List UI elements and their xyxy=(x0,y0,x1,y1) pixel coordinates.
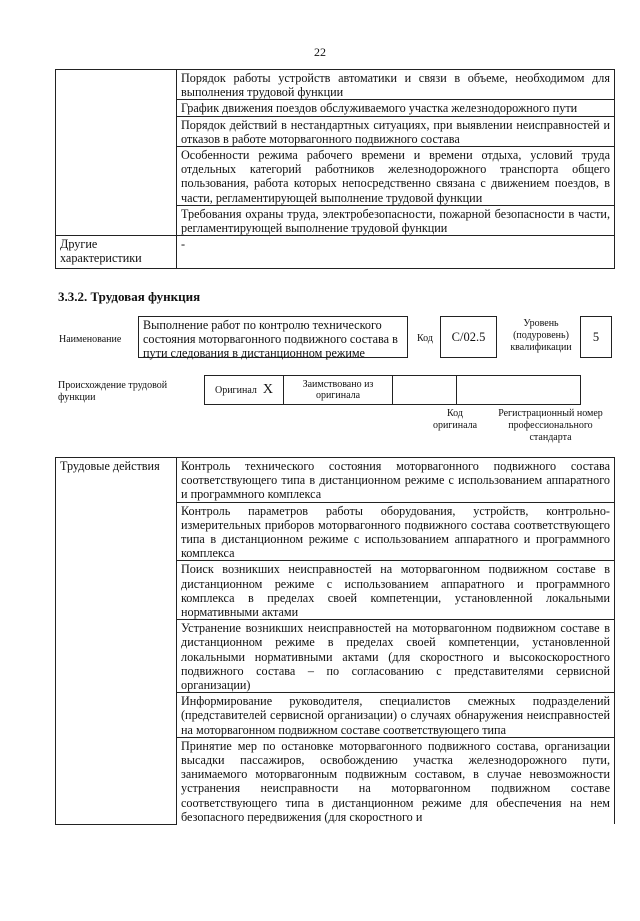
qualification-level-label: Уровень (подуровень) квалификации xyxy=(510,318,572,353)
table-cell: Контроль параметров работы оборудования, устройств, контрольно-измерительных приборов моторвагонного подвижного состава соответствующего типа в дистанционном режиме с использованием аппаратного и программного комплекса xyxy=(177,502,615,561)
qualification-level-value: 5 xyxy=(580,316,612,358)
origin-row xyxy=(205,375,581,405)
original-mark: X xyxy=(262,382,274,397)
table-cell: Порядок работы устройств автоматики и связи в объеме, необходимом для выполнения трудовой функции xyxy=(177,70,615,100)
labor-actions-table xyxy=(55,457,615,825)
section-title: 3.3.2. Трудовая функция xyxy=(58,289,201,304)
function-name-value: Выполнение работ по контролю технического состояния моторвагонного подвижного состава в пути следования в дистанционном режиме xyxy=(138,316,408,358)
other-characteristics-value: - xyxy=(177,236,615,268)
table-cell: Порядок действий в нестандартных ситуациях, при выявлении неисправностей и отказов в работе моторвагонного подвижного состава xyxy=(177,116,615,146)
knowledge-table xyxy=(55,69,615,269)
original-label: Оригинал xyxy=(214,384,257,396)
page-number: 22 xyxy=(314,45,326,59)
registration-number-caption: Регистрационный номер профессионального стандарта xyxy=(498,408,603,443)
code-label: Код xyxy=(417,333,433,344)
borrowed-label: Заимствовано из оригинала xyxy=(283,375,393,405)
table-cell: Поиск возникших неисправностей на моторвагонном подвижном составе в дистанционном режиме с использованием аппаратного и программного комплекса в пределах своей компетенции, установленной локальными нормативными актами xyxy=(177,561,615,620)
table-row xyxy=(56,236,615,268)
original-cell xyxy=(204,375,284,405)
labor-actions-label: Трудовые действия xyxy=(56,458,177,825)
original-code-caption: Код оригинала xyxy=(432,408,478,431)
table-cell: Требования охраны труда, электробезопасности, пожарной безопасности в части, регламентирующей выполнение трудовой функции xyxy=(177,205,615,235)
function-code-value: C/02.5 xyxy=(440,316,497,358)
table-cell: Принятие мер по остановке моторвагонного подвижного состава, организации высадки пассажиров, освобождению участка железнодорожного пути, занимаемого моторвагонным подвижным составом, в случае невозможности устранения неисправности на моторвагонном подвижном составе соответствующего типа в дистанционном режиме для обеспечения на нем безопасного передвижения (для скоростного и xyxy=(177,737,615,824)
table-row xyxy=(56,70,615,100)
table-cell: Устранение возникших неисправностей на моторвагонном подвижном составе в дистанционном режиме в пределах своей компетенции, установленной локальными нормативными актами (для скоростного и высокоскоростного подвижного состава – по согласованию с представителями сервисной организации) xyxy=(177,620,615,693)
table-cell: Информирование руководителя, специалистов смежных подразделений (представителей сервисной организации) о случаях обнаружения неисправностей на моторвагонном подвижном составе соответствующего типа xyxy=(177,693,615,738)
origin-label: Происхождение трудовой функции xyxy=(58,380,168,403)
table-row xyxy=(56,458,615,503)
name-label: Наименование xyxy=(59,334,122,345)
table-cell: Контроль технического состояния моторвагонного подвижного состава соответствующего типа в дистанционном режиме с использованием аппаратного и программного комплекса xyxy=(177,458,615,503)
row-label-empty xyxy=(56,70,177,236)
table-cell: График движения поездов обслуживаемого участка железнодорожного пути xyxy=(177,100,615,116)
registration-number-cell xyxy=(456,375,581,405)
original-code-cell xyxy=(392,375,457,405)
other-characteristics-label: Другие характеристики xyxy=(56,236,177,268)
table-cell: Особенности режима рабочего времени и времени отдыха, условий труда отдельных категорий работников железнодорожного транспорта общего пользования, работа которых непосредственно связана с движением поездов, в части, регламентирующей выполнение трудовой функции xyxy=(177,147,615,206)
